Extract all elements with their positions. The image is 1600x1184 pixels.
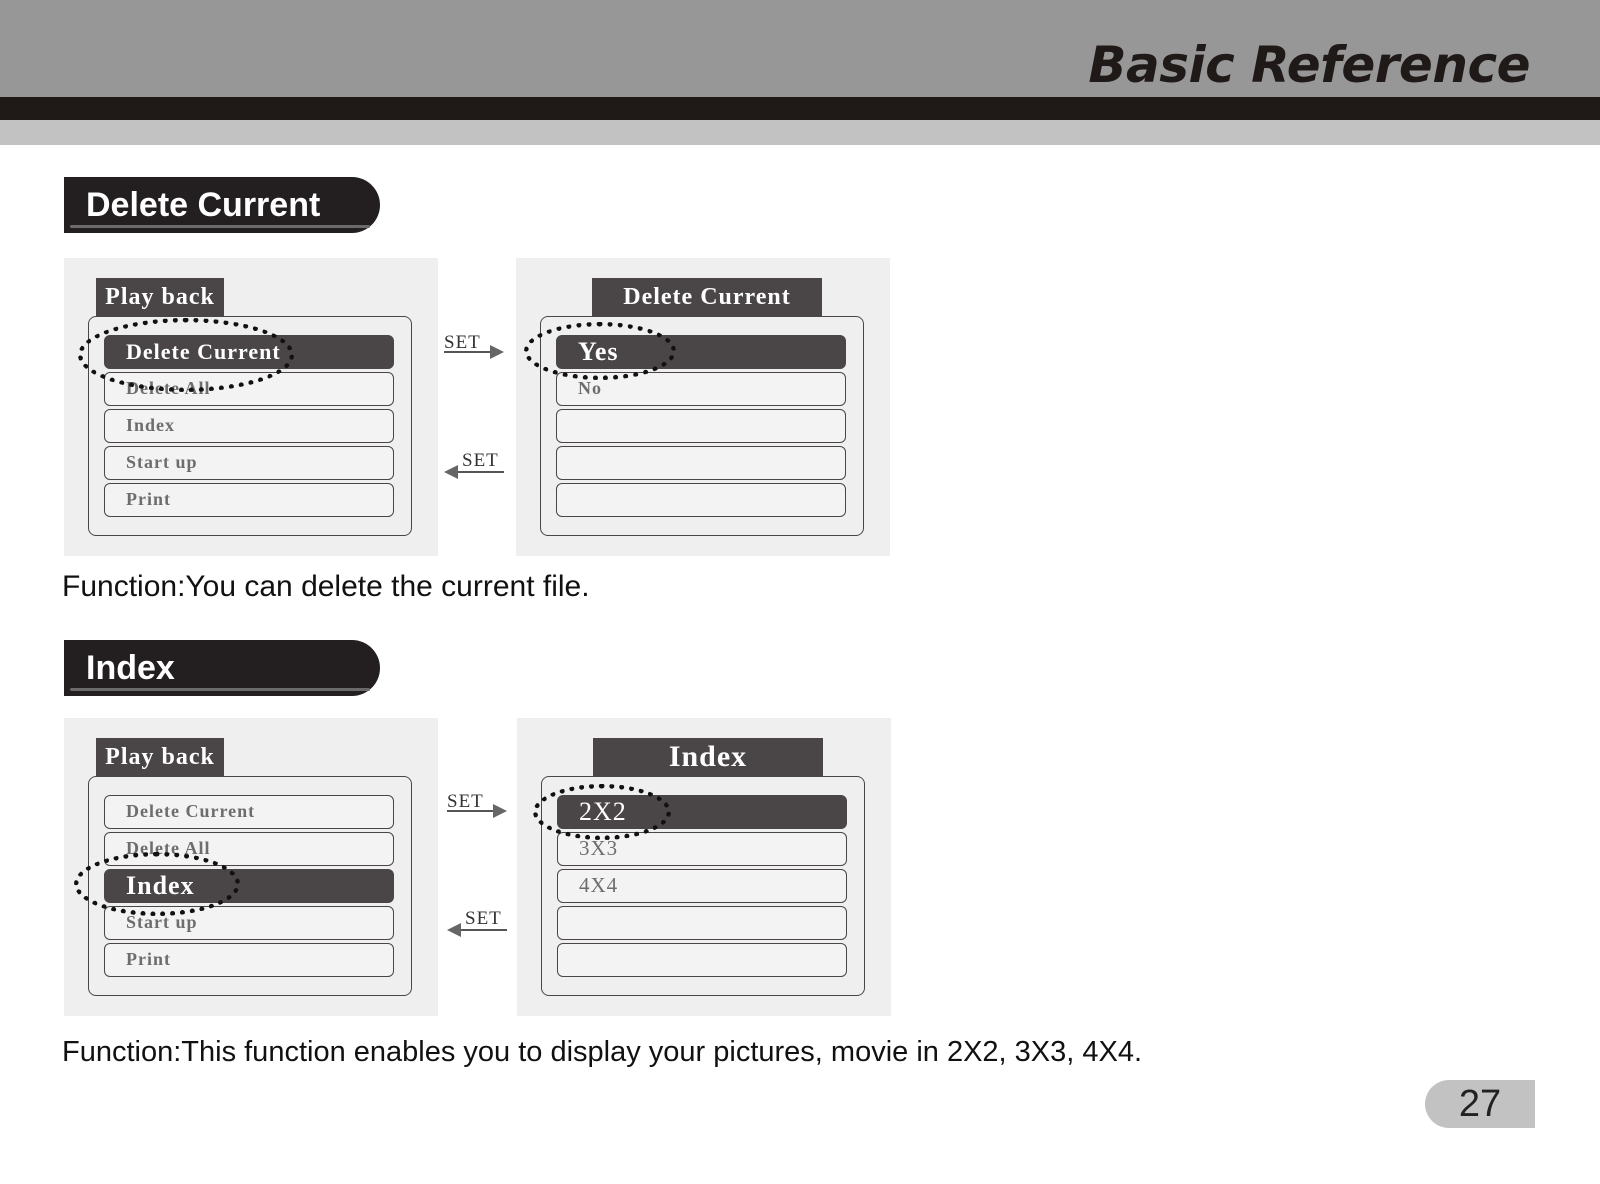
submenu-tab-delete-current: Delete Current bbox=[592, 278, 822, 316]
menu-tab-playback: Play back bbox=[96, 738, 224, 776]
submenu-item-yes[interactable]: Yes bbox=[556, 335, 846, 369]
menu-item-delete-all[interactable]: Delete All bbox=[104, 832, 394, 866]
submenu-item-4x4[interactable]: 4X4 bbox=[557, 869, 847, 903]
submenu-item-3x3[interactable]: 3X3 bbox=[557, 832, 847, 866]
header-rule bbox=[0, 97, 1600, 120]
set-label-back: SET bbox=[462, 450, 499, 471]
menu-item-delete-current[interactable]: Delete Current bbox=[104, 795, 394, 829]
menu-tab-playback: Play back bbox=[96, 278, 224, 316]
submenu-item-empty bbox=[557, 906, 847, 940]
submenu-item-empty bbox=[556, 409, 846, 443]
playback-menu-panel bbox=[64, 258, 438, 556]
arrow-left-icon bbox=[445, 922, 509, 938]
section-title-index: Index bbox=[64, 640, 380, 696]
set-label-forward: SET bbox=[444, 332, 481, 353]
menu-item-print[interactable]: Print bbox=[104, 943, 394, 977]
menu-item-start-up[interactable]: Start up bbox=[104, 906, 394, 940]
set-label-back: SET bbox=[465, 908, 502, 929]
highlight-ring bbox=[78, 318, 294, 392]
arrow-right-icon bbox=[445, 803, 509, 819]
header-subrule bbox=[0, 120, 1600, 145]
function-description: Function:You can delete the current file. bbox=[62, 570, 590, 603]
submenu-item-2x2[interactable]: 2X2 bbox=[557, 795, 847, 829]
highlight-ring bbox=[524, 322, 676, 380]
menu-item-index[interactable]: Index bbox=[104, 869, 394, 903]
delete-current-submenu-panel bbox=[516, 258, 890, 556]
arrow-left-icon bbox=[442, 464, 506, 480]
menu-item-delete-current[interactable]: Delete Current bbox=[104, 335, 394, 369]
arrow-right-icon bbox=[442, 344, 506, 360]
set-label-forward: SET bbox=[447, 791, 484, 812]
menu-item-print[interactable]: Print bbox=[104, 483, 394, 517]
function-description: Function:This function enables you to display your pictures, movie in 2X2, 3X3, 4X4. bbox=[62, 1036, 1143, 1068]
submenu-item-no[interactable]: No bbox=[556, 372, 846, 406]
section-title-delete-current: Delete Current bbox=[64, 177, 380, 233]
page-number: 27 bbox=[1425, 1080, 1535, 1128]
highlight-ring bbox=[74, 852, 240, 916]
page-header-title: Basic Reference bbox=[1088, 36, 1530, 94]
highlight-ring bbox=[533, 784, 671, 840]
submenu-item-empty bbox=[557, 943, 847, 977]
index-submenu-panel bbox=[517, 718, 891, 1016]
submenu-item-empty bbox=[556, 483, 846, 517]
menu-item-delete-all[interactable]: Delete All bbox=[104, 372, 394, 406]
menu-item-start-up[interactable]: Start up bbox=[104, 446, 394, 480]
submenu-tab-index: Index bbox=[593, 738, 823, 776]
menu-item-index[interactable]: Index bbox=[104, 409, 394, 443]
submenu-item-empty bbox=[556, 446, 846, 480]
